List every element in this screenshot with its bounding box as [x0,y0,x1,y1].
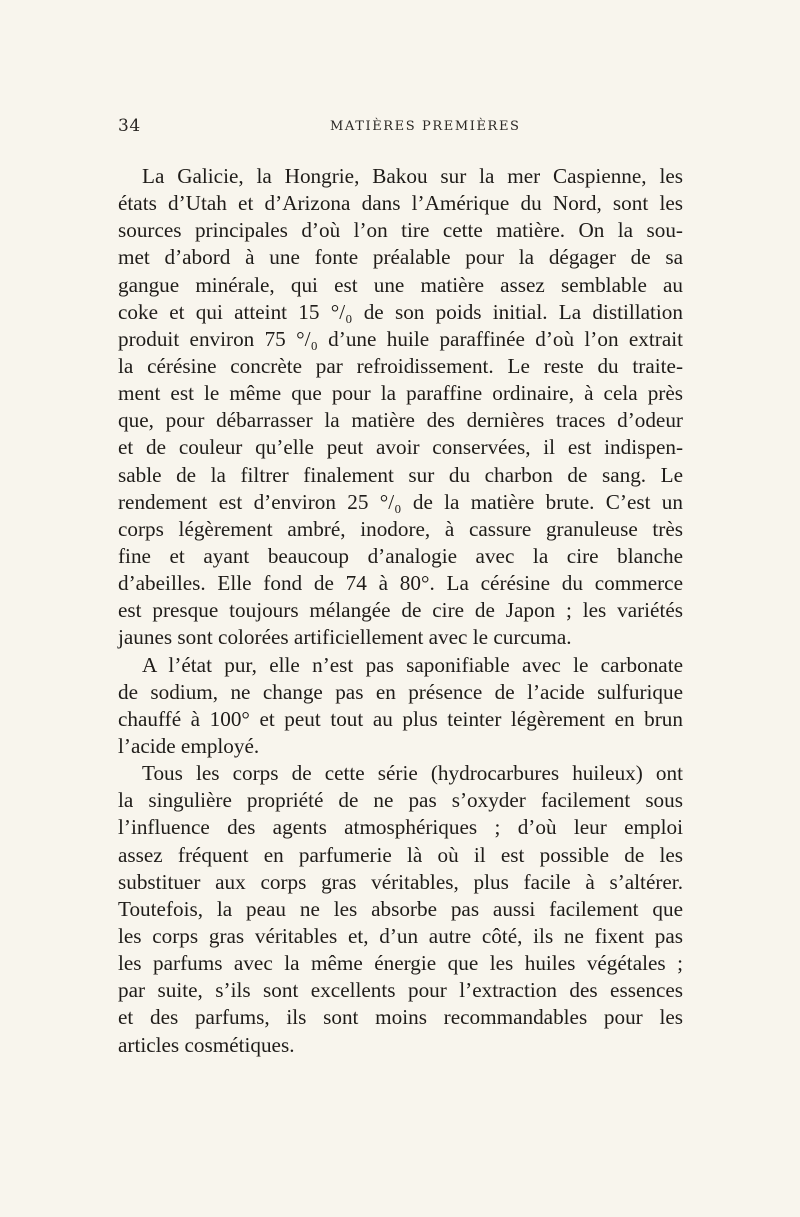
text-line: coke et qui atteint 15 °/₀ de son poids initial. La distillation [118,299,683,324]
text-line: chauffé à 100° et peut tout au plus teinter légèrement en brun [118,706,683,731]
text-line: gangue minérale, qui est une matière assez semblable au [118,272,683,297]
text-line: la singulière propriété de ne pas s’oxyder facilement sous [118,788,683,813]
page-header [118,116,683,144]
text-line: corps légèrement ambré, inodore, à cassure granuleuse très [118,516,683,541]
text-line: par suite, s’ils sont excellents pour l’extraction des essences [118,978,683,1003]
text-line: est presque toujours mélangée de cire de Japon ; les variétés [118,598,683,623]
text-line: fine et ayant beaucoup d’analogie avec la cire blanche [118,543,683,568]
paragraph [118,760,683,1059]
text-line: assez fréquent en parfumerie là où il est possible de les [118,842,683,867]
text-line: les corps gras véritables et, d’un autre côté, ils ne fixent pas [118,923,683,948]
text-line: articles cosmétiques. [118,1032,295,1057]
text-line: l’influence des agents atmosphériques ; d’où leur emploi [118,815,683,840]
text-line: La Galicie, la Hongrie, Bakou sur la mer Caspienne, les [142,164,683,188]
text-line: la cérésine concrète par refroidissement. Le reste du traite- [118,353,683,378]
paragraph [118,163,683,652]
text-line: A l’état pur, elle n’est pas saponifiable avec le carbonate [142,652,683,677]
text-line: et de couleur qu’elle peut avoir conservées, il est indispen- [118,435,683,460]
text-line: sources principales d’où l’on tire cette matière. On la sou- [118,218,683,243]
text-line: substituer aux corps gras véritables, plus facile à s’altérer. [118,869,683,894]
text-line: que, pour débarrasser la matière des dernières traces d’odeur [118,408,683,433]
text-line: met d’abord à une fonte préalable pour la dégager de sa [118,245,683,270]
text-line: jaunes sont colorées artificiellement avec le curcuma. [118,625,572,650]
text-line: produit environ 75 °/₀ d’une huile paraffinée d’où l’on extrait [118,326,683,351]
page-number: 34 [118,116,141,136]
running-title: MATIÈRES PREMIÈRES [330,119,521,134]
text-line: l’acide employé. [118,733,260,758]
text-line: Tous les corps de cette série (hydrocarbures huileux) ont [142,761,683,786]
paragraph [118,652,683,761]
body-text [118,163,683,1059]
text-line: rendement est d’environ 25 °/₀ de la matière brute. C’est un [118,489,683,514]
text-line: les parfums avec la même énergie que les huiles végétales ; [118,951,683,976]
text-line: sable de la filtrer finalement sur du charbon de sang. Le [118,462,683,487]
text-line: états d’Utah et d’Arizona dans l’Amérique du Nord, sont les [118,191,683,216]
text-line: ment est le même que pour la paraffine ordinaire, à cela près [118,381,683,406]
text-line: de sodium, ne change pas en présence de l’acide sulfurique [118,679,683,704]
text-line: d’abeilles. Elle fond de 74 à 80°. La cérésine du commerce [118,571,683,596]
text-line: Toutefois, la peau ne les absorbe pas aussi facilement que [118,896,683,921]
text-line: et des parfums, ils sont moins recommandables pour les [118,1005,683,1030]
